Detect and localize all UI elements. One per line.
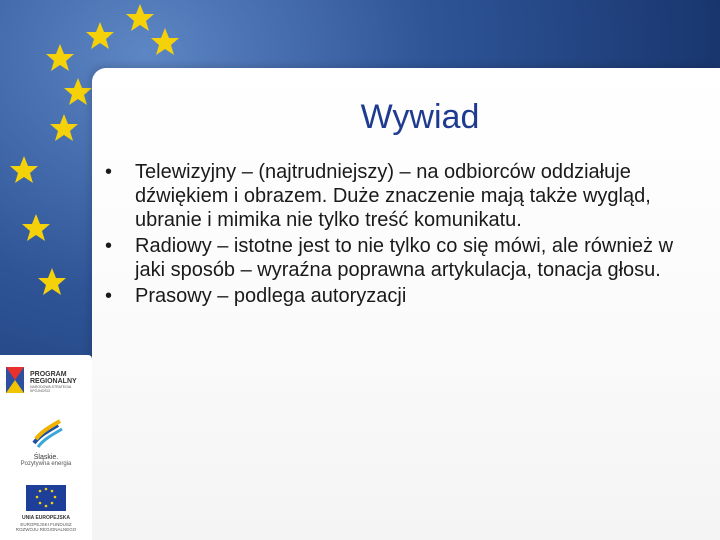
bullet-text: Prasowy – podlega autoryzacji: [135, 285, 407, 307]
eu-line2: EUROPEJSKI FUNDUSZ: [20, 521, 72, 527]
eu-line3: ROZWOJU REGIONALNEGO: [15, 526, 77, 532]
program-line1: PROGRAM: [30, 371, 67, 378]
bullet-text: Telewizyjny – (najtrudniejszy) – na odbiorców oddziałuje dźwiękiem i obrazem. Duże znaczenie mają także wygląd, ubranie i mimika nie tylko treść komunikatu.: [135, 161, 651, 231]
bullet-marker: •: [105, 161, 113, 183]
slide-title: Wywiad: [360, 98, 480, 136]
bullet-item: [105, 160, 685, 232]
program-line2: REGIONALNY: [30, 378, 77, 385]
slaskie-line2: Pozytywna energia: [20, 461, 72, 467]
slaskie-logo: [4, 417, 88, 467]
bullet-list: [105, 160, 685, 310]
bullet-item: [105, 234, 685, 282]
program-line3: NARODOWA STRATEGIA SPÓJNOŚCI: [30, 385, 72, 393]
program-regionalny-logo: [4, 363, 88, 402]
bullet-marker: •: [105, 235, 113, 257]
logo-strip: [0, 355, 92, 540]
bullet-text: Radiowy – istotne jest to nie tylko co się mówi, ale również w jaki sposób – wyraźna poprawna artykulacja, tonacja głosu.: [135, 235, 674, 281]
eu-flag-icon: [4, 483, 88, 511]
slaskie-line1: Śląskie.: [33, 454, 59, 461]
eu-flag-logo: [4, 483, 88, 532]
bullet-item: [105, 284, 685, 308]
bullet-marker: •: [105, 285, 113, 307]
eu-line1: UNIA EUROPEJSKA: [22, 515, 70, 521]
slaskie-wave-icon: [4, 417, 88, 449]
